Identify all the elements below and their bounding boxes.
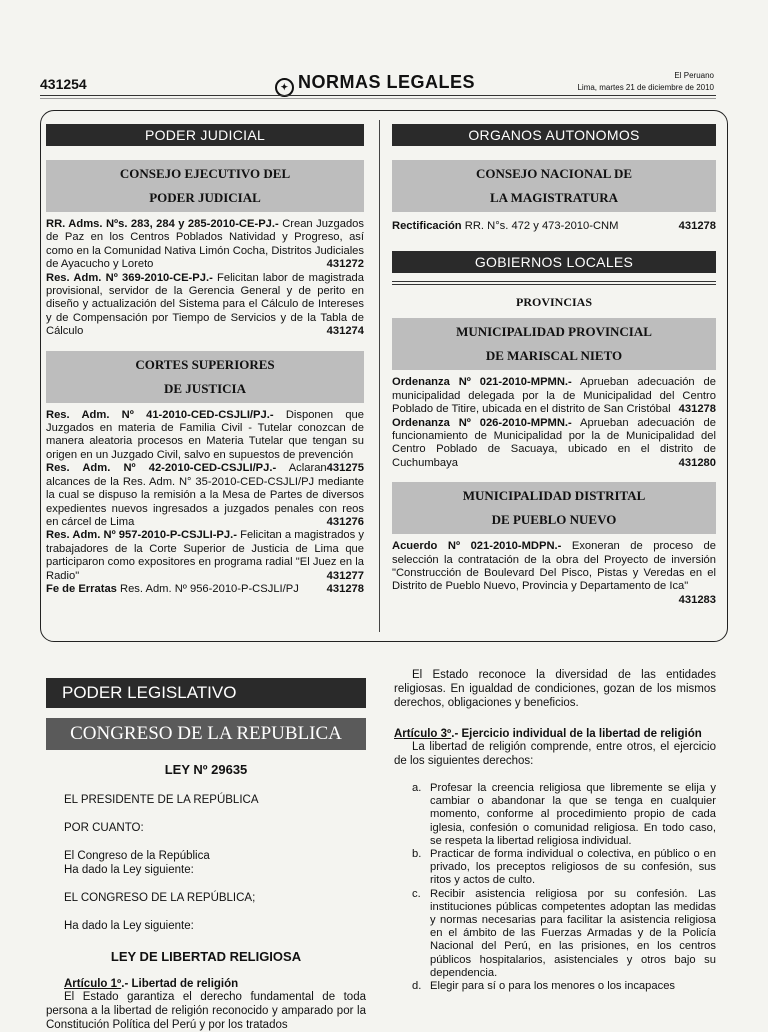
column-divider [379, 120, 380, 632]
article-text: La libertad de religión comprende, entre otros, el ejercicio de los siguientes derechos: [394, 741, 716, 767]
coat-of-arms-icon: ✦ [275, 78, 294, 97]
body-right-column [394, 668, 716, 993]
subsection-pueblo-nuevo: MUNICIPALIDAD DISTRITAL DE PUEBLO NUEVO [392, 482, 716, 534]
paragraph: EL PRESIDENTE DE LA REPÚBLICA [64, 794, 259, 806]
header-rule-secondary [40, 98, 716, 99]
journal-title-text: NORMAS LEGALES [298, 72, 476, 92]
paragraph: EL CONGRESO DE LA REPÚBLICA; [64, 892, 256, 904]
subsection-consejo-magistratura: CONSEJO NACIONAL DE LA MAGISTRATURA [392, 160, 716, 212]
ley-number: LEY Nº 29635 [164, 762, 248, 777]
rights-list [394, 782, 716, 993]
subsection-mariscal-nieto: MUNICIPALIDAD PROVINCIAL DE MARISCAL NIETO [392, 318, 716, 370]
body-left-column [46, 668, 366, 1032]
summary-left-column [46, 124, 364, 596]
list-item: d. Elegir para sí o para los menores o los incapaces [412, 980, 676, 993]
section-bar-poder-legislativo: PODER LEGISLATIVO [46, 678, 366, 708]
congreso-banner: CONGRESO DE LA REPUBLICA [46, 718, 366, 750]
subsection-provincias: PROVINCIAS [515, 295, 592, 310]
article-heading: Artículo 1º.- Libertad de religión [64, 978, 239, 990]
summary-entry[interactable]: Acuerdo Nº 021-2010-MDPN.- Exoneran de proceso de selección la contratación de la obra del Proyecto de inversión "Construcción de Boulevard Del Pisco, Pistas y Veredas en el Distrito de Pueblo Nuevo, Provincia y Departamento de Ica" 431283 [392, 540, 716, 606]
article-heading: Artículo 3º.- Ejercicio individual de la libertad de religión [394, 728, 702, 740]
section-bar-poder-judicial: PODER JUDICIAL [46, 124, 364, 146]
summary-entry[interactable]: Res. Adm. Nº 41-2010-CED-CSJLI/PJ.- Disponen que Juzgados en materia de Familia Civil - Tutelar conozcan de manera aleatoria procesos en Materia Tutelar que tengan su origen en un Juzgado Civil, salvo en supuestos de prevención 431275 [46, 408, 364, 475]
page-number: 431254 [40, 76, 87, 92]
summary-entry[interactable]: Res. Adm. Nº 42-2010-CED-CSJLI/PJ.- Aclaran alcances de la Res. Adm. N° 35-2010-CED-CSJLI/PJ mediante la cual se dispuso la remisión a la Mesa de Partes de diversos expedientes nuevos ingresados a juzgados penales con reos en cárcel de Lima 431276 [46, 462, 364, 528]
subsection-consejo-ejecutivo: CONSEJO EJECUTIVO DEL PODER JUDICIAL [46, 160, 364, 212]
journal-title [275, 72, 475, 97]
article-text: El Estado garantiza el derecho fundamental de toda persona a la libertad de religión reconocido y amparado por la Constitución Política del Perú y por los tratados [46, 991, 366, 1031]
section-rule [392, 281, 716, 285]
paragraph: El Congreso de la República [64, 850, 210, 862]
section-bar-organos-autonomos: ORGANOS AUTONOMOS [392, 124, 716, 146]
paragraph: Ha dado la Ley siguiente: [64, 920, 194, 932]
list-item: b. Practicar de forma individual o colectiva, en público o en privado, los preceptos religiosos de su confesión, sus ritos y actos de culto. [412, 848, 716, 887]
summary-entry[interactable]: Ordenanza Nº 021-2010-MPMN.- Aprueban adecuación de municipalidad delegada por la de Municipalidad del Centro Poblado de Titire, ubicada en el distrito de San Cristóbal 431278 [392, 376, 716, 416]
section-bar-gobiernos-locales: GOBIERNOS LOCALES [392, 251, 716, 273]
summary-entry[interactable]: Ordenanza Nº 026-2010-MPMN.- Aprueban adecuación de funcionamiento de Municipalidad por la de Municipalidad del Centro Poblado de Sacuaya, ubicado en el distrito de Cuchumbaya 431280 [392, 416, 716, 469]
list-item: c. Recibir asistencia religiosa por su confesión. Las instituciones públicas competentes adoptan las medidas y normas necesarias para facilitar la asistencia religiosa en el ámbito de las Fuerzas Armadas y de la Policía Nacional del Perú, en las prisiones, en los centros públicos hospitalarios, asistenciales y otros bajo su dependencia. [412, 887, 716, 979]
paragraph: POR CUANTO: [64, 822, 144, 834]
publication-info [577, 70, 714, 94]
subsection-cortes-superiores: CORTES SUPERIORES DE JUSTICIA [46, 351, 364, 403]
summary-entry[interactable]: RR. Adms. Nºs. 283, 284 y 285-2010-CE-PJ.- Crean Juzgados de Paz en los Centros Poblados Natividad y Progreso, así como en la Comunidad Nativa Limón Cocha, Distritos Judiciales de Ayacucho y Loreto 431272 [46, 218, 365, 271]
summary-entry[interactable]: Rectificación RR. N°s. 472 y 473-2010-CNM 431278 [392, 220, 716, 232]
header-rule [40, 95, 716, 96]
publication-name: El Peruano [674, 71, 714, 80]
summary-entry[interactable]: Res. Adm. Nº 957-2010-P-CSJLI-PJ.- Felicitan a magistrados y trabajadores de la Corte Superior de Justicia de Lima que participaron como expositores en programa radial "El Juez en la Radio" 431277 [46, 529, 364, 582]
paragraph: Ha dado la Ley siguiente: [64, 864, 194, 876]
list-item: a. Profesar la creencia religiosa que libremente se elija y cambiar o abandonar la que se tenga en cualquier momento, conforme al procedimiento propio de cada iglesia, confesión o comunidad religiosa. En todo caso, se respeta la libertad religiosa individual. [412, 782, 716, 847]
summary-entry[interactable]: Fe de Erratas Res. Adm. Nº 956-2010-P-CSJLI/PJ 431278 [46, 582, 364, 595]
summary-right-column [392, 124, 716, 607]
paragraph: El Estado reconoce la diversidad de las entidades religiosas. En igualdad de condiciones, gozan de los mismos derechos, obligaciones y beneficios. [394, 669, 716, 709]
summary-entry[interactable]: Res. Adm. Nº 369-2010-CE-PJ.- Felicitan labor de magistrada provisional, servidor de la Gerencia General y de perito en diseño y actualización del Sistema para el Cálculo de Intereses y de Compensación por Tiempo de Servicios y de la Tabla de Cálculo 431274 [46, 271, 364, 338]
publication-date: Lima, martes 21 de diciembre de 2010 [577, 83, 714, 92]
law-title: LEY DE LIBERTAD RELIGIOSA [110, 949, 302, 964]
